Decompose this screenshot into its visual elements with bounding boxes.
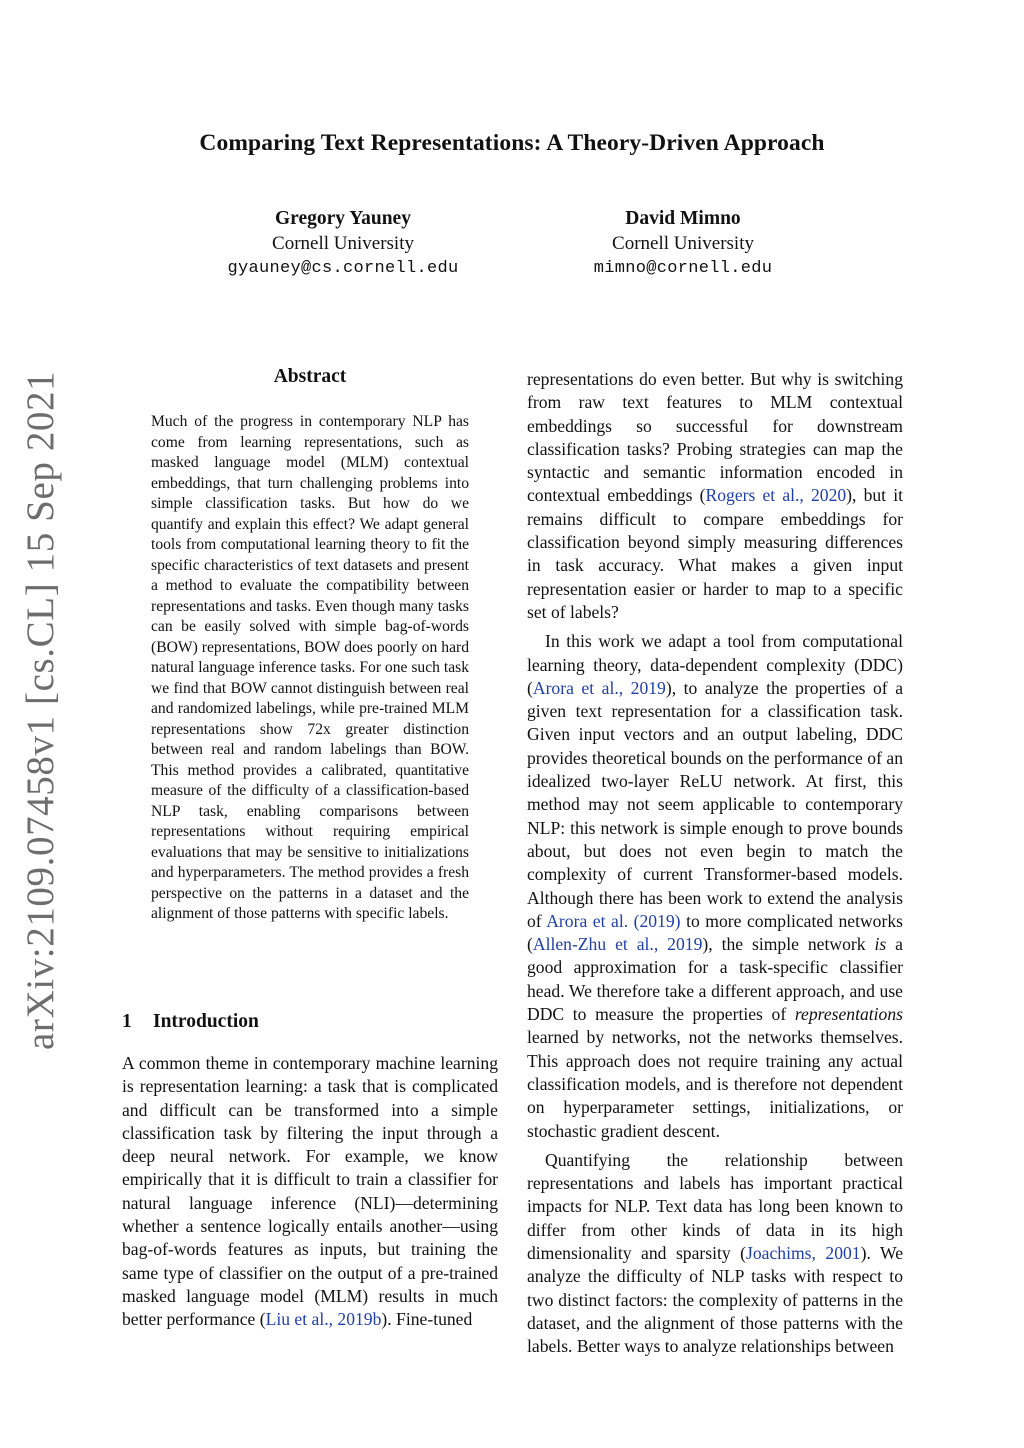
intro-paragraph-continued [527, 368, 903, 624]
body-text: a good approximation for a task-specific classifier head. We therefore take a different approach, and use DDC to measure the properties of [527, 934, 903, 1025]
section-title: Introduction [153, 1011, 259, 1032]
intro-paragraph-1 [122, 1052, 498, 1332]
paper-title: Comparing Text Representations: A Theory-Driven Approach [199, 130, 825, 156]
citation-link[interactable]: Arora et al. (2019) [546, 910, 681, 931]
author-email[interactable]: gyauney@cs.cornell.edu [227, 259, 459, 278]
citation-link[interactable]: Arora et al., 2019 [532, 677, 666, 698]
body-text: ). Fine-tuned [381, 1309, 473, 1330]
body-text: ). We analyze the difficulty of NLP tasks with respect to two distinct factors: the complexity of patterns in the dataset, and the alignment of those patterns with the labels. Better ways to analyze relationships between [527, 1242, 904, 1357]
emphasis-text: representations [794, 1004, 903, 1025]
body-text: representations do even better. But why is switching from raw text features to MLM contextual embeddings so successful for downstream classification tasks? Probing strategies can map the syntactic and semantic information encoded in contextual embeddings ( [527, 369, 903, 506]
citation-link[interactable]: Joachims, 2001 [746, 1242, 861, 1263]
citation-link[interactable]: Allen-Zhu et al., 2019 [532, 934, 703, 955]
citation-link[interactable]: Liu et al., 2019b [265, 1309, 382, 1330]
author-block-2 [503, 206, 863, 281]
author-affiliation: Cornell University [612, 233, 754, 254]
section-heading-introduction [122, 1011, 259, 1033]
emphasis-text: is [874, 934, 887, 955]
body-text: learned by networks, not the networks themselves. This approach does not require training any actual classification models, and is therefore not dependent on hyperparameter settings, initializations, or stochastic gradient descent. [527, 1027, 903, 1141]
body-text: Quantifying the relationship between representations and labels has important practical impacts for NLP. Text data has long been known to differ from other kinds of data in its high dimensionality and sparsity ( [527, 1149, 903, 1263]
body-text: ), but it remains difficult to compare embeddings for classification beyond simply measuring differences in task accuracy. What makes a given input representation easier or harder to map to a specific set of labels? [527, 485, 903, 622]
abstract-text: Much of the progress in contemporary NLP has come from learning representations, such as masked language model (MLM) contextual embeddings, that turn challenging problems into simple classification tasks. But how do we quantify and explain this effect? We adapt general tools from computational learning theory to fit the specific characteristics of text datasets and present a method to evaluate the compatibility between representations and tasks. Even though many tasks can be easily solved with simple bag-of-words (BOW) representations, BOW does poorly on hard natural language inference tasks. For one such task we find that BOW cannot distinguish between real and randomized labelings, while pre-trained MLM representations show 72x greater distinction between real and random labelings than BOW. This method provides a calibrated, quantitative measure of the difficulty of a classification-based NLP task, enabling comparisons between representations without requiring empirical evaluations that may be sensitive to initializations and hyperparameters. The method provides a fresh perspective on the patterns in a dataset and the alignment of those patterns with specific labels. [151, 413, 469, 922]
body-text: ), the simple network [702, 934, 875, 955]
intro-paragraph-2 [527, 630, 903, 1143]
citation-link[interactable]: Rogers et al., 2020 [705, 485, 847, 506]
body-text: In this work we adapt a tool from computational learning theory, data-dependent complexity (DDC) ( [527, 631, 903, 698]
author-name: David Mimno [625, 208, 741, 229]
body-text: A common theme in contemporary machine learning is representation learning: a task that is complicated and difficult can be transformed into a simple classification task by filtering the input through a deep neural network. For example, we know empirically that it is difficult to train a classifier for natural language inference (NLI)—determining whether a sentence logically entails another—using bag-of-words features as inputs, but training the same type of classifier on the output of a pre-trained masked language model (MLM) results in much better performance ( [122, 1053, 498, 1330]
author-block-1 [163, 206, 523, 281]
author-affiliation: Cornell University [272, 233, 414, 254]
abstract-heading: Abstract [273, 366, 347, 387]
intro-left-column [122, 1052, 498, 1332]
author-email[interactable]: mimno@cornell.edu [593, 259, 773, 278]
intro-paragraph-3 [527, 1149, 903, 1359]
arxiv-identifier-stamp: arXiv:2109.07458v1 [cs.CL] 15 Sep 2021 [19, 370, 62, 1050]
author-name: Gregory Yauney [275, 208, 411, 229]
section-number: 1 [122, 1011, 132, 1032]
intro-right-column [527, 368, 903, 1358]
body-text: ), to analyze the properties of a given text representation for a classification task. Given input vectors and an output labeling, DDC provides theoretical bounds on the performance of an idealized two-layer ReLU network. At first, this method may not seem applicable to contemporary NLP: this network is simple enough to prove bounds about, but does not even begin to match the complexity of current Transformer-based models. Although there has been work to extend the analysis of [527, 677, 903, 931]
body-text: to more complicated networks ( [527, 910, 903, 955]
